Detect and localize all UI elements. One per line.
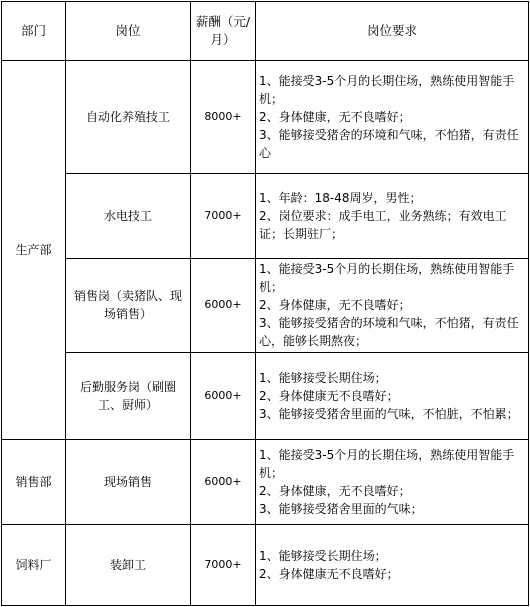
- header-row: [2, 2, 529, 61]
- position-cell: 销售岗（卖猪队、现场销售）: [66, 259, 191, 352]
- requirements-cell: [256, 352, 529, 439]
- salary-cell: 6000+: [191, 352, 256, 439]
- requirement-item: 2、岗位要求：成手电工，业务熟练；有效电工证；长期驻厂；: [259, 209, 507, 242]
- requirement-item: 2、身体健康，无不良嗜好；: [259, 110, 411, 125]
- requirement-item: 2、身体健康无不良嗜好；: [259, 566, 399, 581]
- department-production: 生产部: [2, 61, 66, 440]
- salary-cell: 7000+: [191, 524, 256, 605]
- position-cell: 水电技工: [66, 174, 191, 259]
- requirement-item: 1、能接受3-5个月的长期住场，熟练使用智能手机；: [259, 74, 515, 107]
- requirement-item: 1、能够接受长期住场；: [259, 370, 387, 385]
- salary-cell: 6000+: [191, 439, 256, 524]
- table-row: [2, 352, 529, 439]
- requirements-cell: [256, 61, 529, 174]
- table-row: [2, 524, 529, 605]
- requirement-item: 3、能够接受猪舍的环境和气味，不怕猪，有责任心，能够长期熬夜；: [259, 316, 519, 349]
- department-sales: 销售部: [2, 439, 66, 524]
- requirements-cell: [256, 174, 529, 259]
- requirement-item: 1、能接受3-5个月的长期住场，熟练使用智能手机；: [259, 262, 515, 295]
- table-row: [2, 259, 529, 352]
- table-row: [2, 174, 529, 259]
- requirement-item: 3、能够接受猪舍里面的气味，不怕脏，不怕累；: [259, 406, 519, 421]
- salary-cell: 8000+: [191, 61, 256, 174]
- job-table: [1, 1, 529, 606]
- requirement-item: 1、能够接受长期住场；: [259, 548, 387, 563]
- header-requirements: 岗位要求: [256, 2, 529, 61]
- requirement-item: 2、身体健康，无不良嗜好；: [259, 483, 411, 498]
- department-feed-mill: 饲料厂: [2, 524, 66, 605]
- position-cell: 自动化养殖技工: [66, 61, 191, 174]
- position-cell: 装卸工: [66, 524, 191, 605]
- header-position: 岗位: [66, 2, 191, 61]
- table-row: [2, 61, 529, 174]
- requirements-cell: [256, 259, 529, 352]
- requirement-item: 1、能接受3-5个月的长期住场，熟练使用智能手机；: [259, 447, 515, 480]
- requirements-cell: [256, 439, 529, 524]
- requirement-item: 2、身体健康无不良嗜好；: [259, 388, 399, 403]
- position-cell: 后勤服务岗（刷圈工、厨师）: [66, 352, 191, 439]
- requirement-item: 2、身体健康，无不良嗜好；: [259, 298, 411, 313]
- header-salary: 薪酬（元/月）: [191, 2, 256, 61]
- position-cell: 现场销售: [66, 439, 191, 524]
- salary-cell: 6000+: [191, 259, 256, 352]
- requirement-item: 3、能够接受猪舍里面的气味；: [259, 501, 423, 516]
- header-department: 部门: [2, 2, 66, 61]
- requirement-item: 1、年龄：18-48周岁，男性；: [259, 191, 422, 206]
- requirements-cell: [256, 524, 529, 605]
- table-row: [2, 439, 529, 524]
- salary-cell: 7000+: [191, 174, 256, 259]
- requirement-item: 3、能够接受猪舍的环境和气味，不怕猪，有责任心: [259, 128, 519, 161]
